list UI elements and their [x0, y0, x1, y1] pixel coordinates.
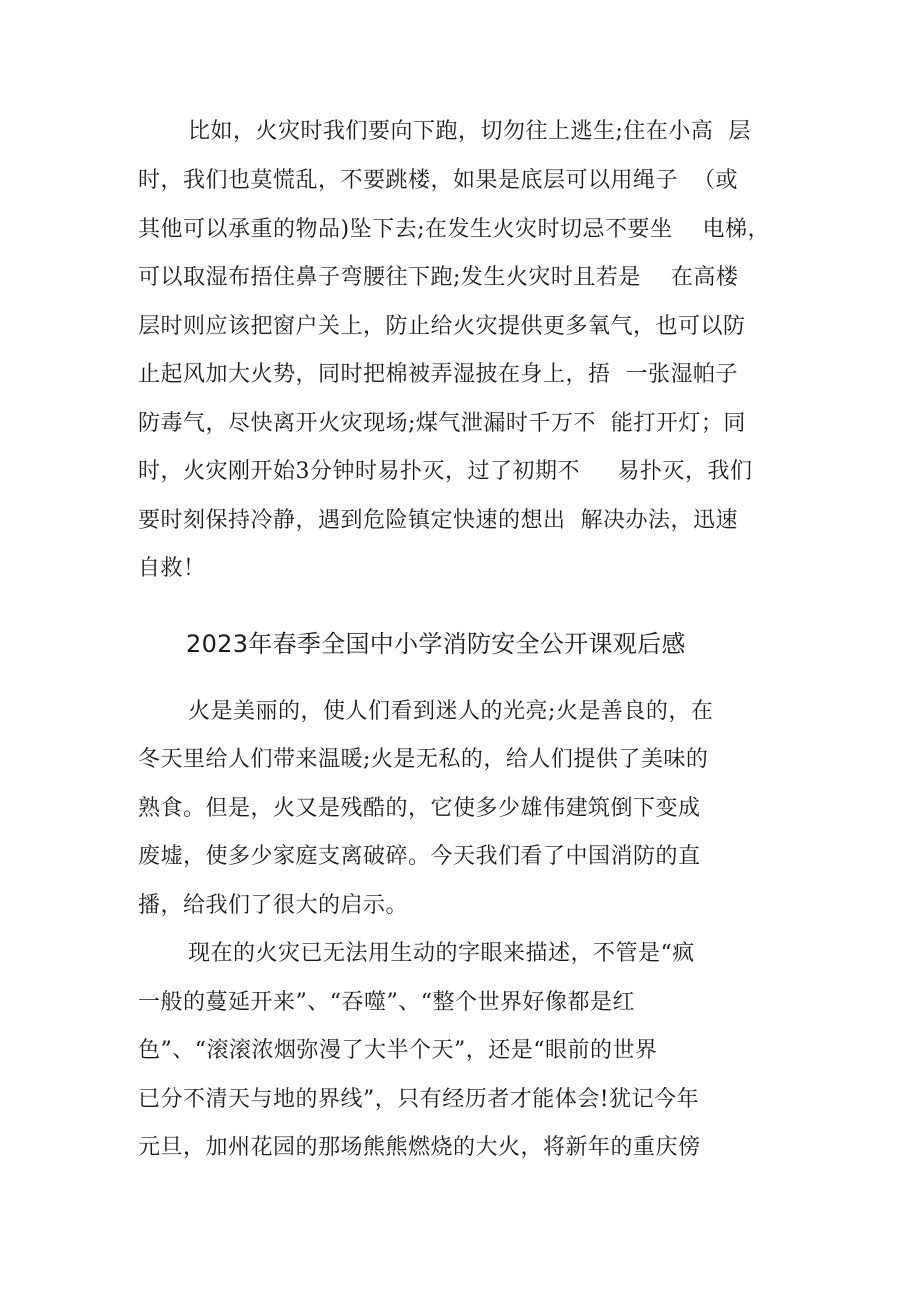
- text-line: 其他可以承重的物品)坠下去;在发生火灾时切忌不要坐 电梯，: [138, 217, 770, 242]
- text-line: 自救！: [138, 556, 206, 581]
- text-line: 元旦，加州花园的那场熊熊燃烧的大火，将新年的重庆傍: [138, 1135, 701, 1160]
- text-line: 时，我们也莫慌乱，不要跳楼，如果是底层可以用绳子 （或: [138, 168, 738, 193]
- text-line: 时，火灾刚开始3分钟时易扑灭，过了初期不 易扑灭，我们: [138, 459, 753, 484]
- text-line: 比如，火灾时我们要向下跑，切勿往上逃生;住在小高 层: [188, 119, 751, 144]
- text-line: 要时刻保持冷静，遇到危险镇定快速的想出 解决办法，迅速: [138, 508, 738, 533]
- text-line: 播，给我们了很大的启示。: [138, 893, 409, 918]
- text-line: 熟食。但是，火又是残酷的，它使多少雄伟建筑倒下变成: [138, 796, 701, 821]
- text-line: 层时则应该把窗户关上，防止给火灾提供更多氧气，也可以防: [138, 314, 746, 339]
- text-line: 一般的蔓延开来”、“吞噬”、“整个世界好像都是红: [138, 990, 635, 1015]
- text-line: 防毒气，尽快离开火灾现场;煤气泄漏时千万不 能打开灯；同: [138, 411, 746, 436]
- section-heading: 2023年春季全国中小学消防安全公开课观后感: [186, 630, 686, 658]
- text-line: 废墟，使多少家庭支离破碎。今天我们看了中国消防的直: [138, 844, 701, 869]
- text-line: 火是美丽的，使人们看到迷人的光亮;火是善良的，在: [188, 699, 714, 724]
- text-line: 可以取湿布捂住鼻子弯腰往下跑;发生火灾时且若是 在高楼: [138, 265, 739, 290]
- text-line: 止起风加大火势，同时把棉被弄湿披在身上，捂 一张湿帕子: [138, 362, 738, 387]
- text-line: 冬天里给人们带来温暖;火是无私的，给人们提供了美味的: [138, 747, 709, 772]
- text-line: 已分不清天与地的界线”，只有经历者才能体会!犹记今年: [138, 1087, 700, 1112]
- text-line: 色”、“滚滚浓烟弥漫了大半个天”，还是“眼前的世界: [138, 1038, 658, 1063]
- text-line: 现在的火灾已无法用生动的字眼来描述，不管是“疯: [188, 941, 695, 966]
